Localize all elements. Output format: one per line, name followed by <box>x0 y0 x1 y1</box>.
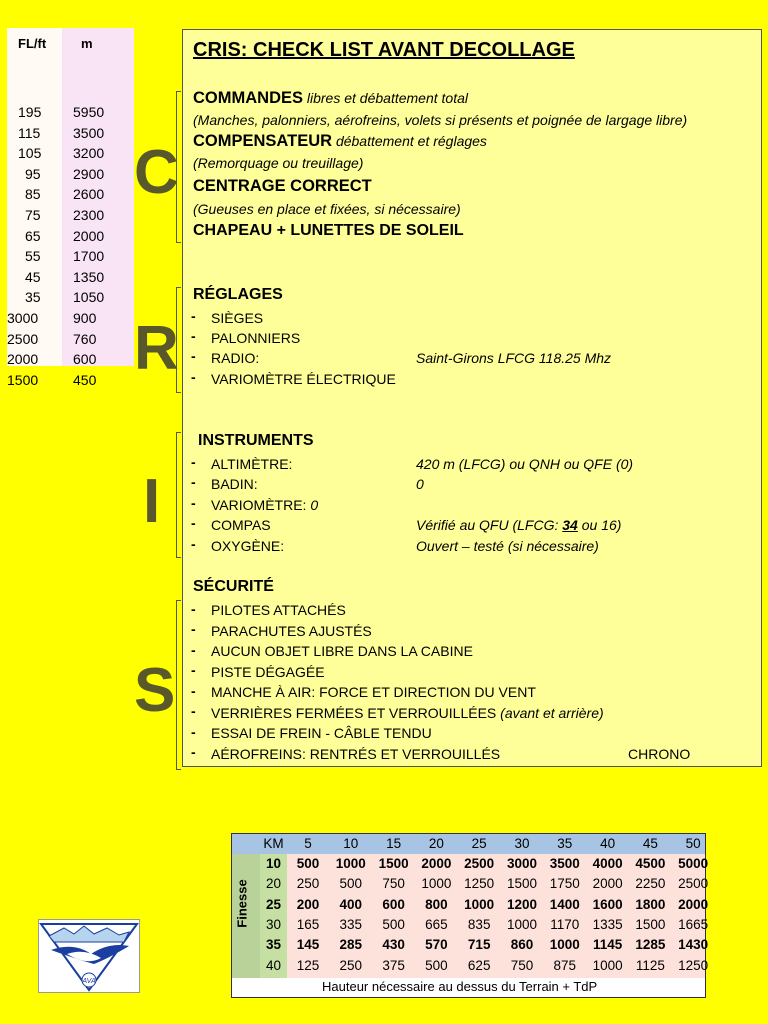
manche-item: MANCHE À AIR: FORCE ET DIRECTION DU VENT <box>211 684 536 700</box>
piste-item: PISTE DÉGAGÉE <box>211 664 325 680</box>
height-cell: 145 <box>296 937 320 953</box>
fl-value: 65 <box>25 227 41 244</box>
objet-item: AUCUN OBJET LIBRE DANS LA CABINE <box>211 643 473 659</box>
height-cell: 800 <box>425 896 448 912</box>
height-cell: 500 <box>339 876 363 892</box>
dash: - <box>191 621 196 637</box>
meters-value: 2000 <box>73 227 105 244</box>
conversion-row <box>7 289 134 309</box>
conversion-row <box>7 248 134 268</box>
km-label: KM <box>263 836 284 851</box>
km-column-header: 40 <box>600 836 616 851</box>
height-cell: 1000 <box>335 856 366 871</box>
height-cell: 1170 <box>550 916 580 932</box>
reglage-item: VARIOMÈTRE ÉLECTRIQUE <box>211 371 396 387</box>
height-cell: 1500 <box>506 876 538 892</box>
oxygene-label: OXYGÈNE: <box>211 538 285 554</box>
meters-value: 1050 <box>73 289 105 306</box>
height-cell: 860 <box>510 937 534 953</box>
fl-value: 55 <box>25 248 41 265</box>
dash: - <box>191 308 196 324</box>
centrage-detail: (Gueuses en place et fixées, si nécessaire) <box>193 201 461 217</box>
finesse-value: 40 <box>265 957 282 973</box>
height-cell: 835 <box>467 916 491 932</box>
fl-value: 95 <box>25 165 41 182</box>
height-cell: 600 <box>382 896 405 912</box>
height-cell: 625 <box>467 957 491 973</box>
height-cell: 570 <box>425 937 448 953</box>
chrono-label: CHRONO <box>628 746 691 762</box>
height-cell: 2500 <box>464 856 495 871</box>
dash: - <box>191 369 196 385</box>
height-cell: 125 <box>296 957 320 973</box>
compas-value <box>416 517 621 533</box>
fl-value: 85 <box>25 186 41 203</box>
fl-value: 115 <box>18 124 41 141</box>
meters-value: 3200 <box>73 145 105 162</box>
height-cell: 1000 <box>592 957 623 973</box>
meters-value: 450 <box>73 371 97 388</box>
oxygene-value: Ouvert – testé (si nécessaire) <box>416 538 599 554</box>
compas-value-a: Vérifié au QFU (LFCG: <box>416 517 563 533</box>
logo-graphic <box>39 920 139 992</box>
height-cell: 500 <box>382 916 405 932</box>
reglage-item: RADIO: <box>211 350 260 366</box>
height-cell: 1200 <box>506 896 538 912</box>
height-cell: 2000 <box>592 876 623 892</box>
bracket-i <box>176 432 181 558</box>
compensateur-label: COMPENSATEUR <box>193 132 333 150</box>
club-logo <box>38 919 140 993</box>
altitude-conversion-table <box>7 28 134 388</box>
finesse-value: 10 <box>265 856 282 871</box>
dash: - <box>191 515 196 531</box>
km-column-header: 20 <box>428 836 444 851</box>
conversion-row <box>7 269 134 289</box>
finesse-footer: Hauteur nécessaire au dessus du Terrain + TdP <box>322 979 598 994</box>
meters-value: 3500 <box>73 124 105 141</box>
variometre-value: 0 <box>310 497 319 513</box>
dash: - <box>191 328 196 344</box>
height-cell: 430 <box>382 937 405 953</box>
letter-s: S <box>134 656 176 725</box>
fl-value: 45 <box>25 268 41 285</box>
meters-value: 760 <box>73 330 97 347</box>
height-cell: 1000 <box>506 916 538 932</box>
dash: - <box>191 454 196 470</box>
dash: - <box>191 474 196 490</box>
finesse-value: 35 <box>265 937 282 953</box>
height-cell: 3000 <box>506 856 538 871</box>
compensateur-detail: (Remorquage ou treuillage) <box>193 155 364 171</box>
height-cell: 335 <box>339 916 363 932</box>
altimetre-value: 420 m (LFCG) ou QNH ou QFE (0) <box>416 456 634 472</box>
fl-value: 3000 <box>7 310 39 326</box>
height-cell: 2500 <box>678 876 709 892</box>
conversion-row <box>7 145 134 165</box>
height-cell: 4500 <box>635 856 666 871</box>
height-cell: 875 <box>553 957 577 973</box>
height-cell: 1400 <box>549 896 580 912</box>
km-column-header: 30 <box>514 836 530 851</box>
km-column-header: 15 <box>386 836 402 851</box>
conversion-row <box>7 166 134 186</box>
height-cell: 400 <box>339 896 363 912</box>
height-cell: 1250 <box>678 957 709 973</box>
height-cell: 1000 <box>464 896 495 912</box>
fl-value: 195 <box>18 104 42 120</box>
height-cell: 3500 <box>549 856 580 871</box>
commandes-label: COMMANDES <box>193 89 303 107</box>
parachutes-item: PARACHUTES AJUSTÉS <box>211 623 372 639</box>
height-cell: 165 <box>296 916 320 932</box>
height-cell: 1600 <box>592 896 623 912</box>
compas-value-c: ou 16) <box>577 517 622 533</box>
compensateur-note: débattement et réglages <box>335 133 487 149</box>
checklist-title: CRIS: CHECK LIST AVANT DECOLLAGE <box>193 39 575 61</box>
verrieres-line <box>211 705 604 721</box>
aerofreins-item: AÉROFREINS: RENTRÉS ET VERROUILLÉS <box>211 746 501 762</box>
height-cell: 1500 <box>635 916 666 932</box>
conversion-row <box>7 310 134 330</box>
meters-value: 5950 <box>73 104 105 120</box>
height-cell: 250 <box>296 876 320 892</box>
letter-i: I <box>143 467 161 536</box>
dash: - <box>191 536 196 552</box>
reglage-item: PALONNIERS <box>211 330 301 346</box>
height-cell: 715 <box>467 937 491 953</box>
fl-value: 35 <box>25 289 41 306</box>
bracket-r <box>176 287 181 393</box>
conversion-row <box>7 104 134 124</box>
verrieres-note: (avant et arrière) <box>500 705 604 721</box>
instruments-title: INSTRUMENTS <box>198 432 314 449</box>
dash: - <box>191 744 196 760</box>
height-cell: 250 <box>339 957 363 973</box>
height-cell: 1430 <box>678 937 709 953</box>
height-cell: 4000 <box>592 856 623 871</box>
km-column-header: 10 <box>343 836 359 851</box>
fl-value: 1500 <box>7 371 39 388</box>
height-cell: 1145 <box>592 937 623 953</box>
km-column-header: 25 <box>471 836 487 851</box>
finesse-table <box>231 833 709 998</box>
km-column-header: 45 <box>642 836 658 851</box>
height-cell: 500 <box>425 957 448 973</box>
radio-value: Saint-Girons LFCG 118.25 Mhz <box>416 350 612 366</box>
meters-value: 2900 <box>73 165 105 182</box>
fl-value: 75 <box>25 207 41 223</box>
dash: - <box>191 724 196 740</box>
fl-value: 105 <box>18 145 42 162</box>
commandes-note: libres et débattement total <box>306 90 468 106</box>
commandes-line <box>193 89 468 108</box>
height-cell: 1800 <box>635 896 666 912</box>
height-cell: 375 <box>382 957 405 973</box>
reglages-title: RÉGLAGES <box>193 286 283 303</box>
height-cell: 1285 <box>635 937 666 953</box>
badin-value: 0 <box>416 476 424 492</box>
verrieres-item: VERRIÈRES FERMÉES ET VERROUILLÉES <box>211 705 497 721</box>
finesse-value: 30 <box>265 916 282 932</box>
height-cell: 1000 <box>549 937 580 953</box>
conversion-row <box>7 125 134 145</box>
conversion-row <box>7 372 134 392</box>
finesse-value: 25 <box>265 896 282 912</box>
reglage-item: SIÈGES <box>211 310 264 326</box>
dash: - <box>191 642 196 658</box>
altimetre-label: ALTIMÈTRE: <box>211 456 293 472</box>
finesse-label: Finesse <box>234 879 250 928</box>
height-cell: 5000 <box>678 856 709 871</box>
height-cell: 750 <box>382 876 405 892</box>
dash: - <box>191 703 196 719</box>
conversion-row <box>7 207 134 227</box>
chapeau-label: CHAPEAU + LUNETTES DE SOLEIL <box>193 222 464 239</box>
dash: - <box>191 348 196 364</box>
logo-text: AVA <box>82 978 96 985</box>
height-cell: 1750 <box>549 876 580 892</box>
meters-value: 600 <box>73 351 97 368</box>
dash: - <box>191 601 196 617</box>
pilotes-item: PILOTES ATTACHÉS <box>211 602 346 618</box>
conversion-row <box>7 228 134 248</box>
finesse-value: 20 <box>265 876 282 892</box>
fl-value: 2500 <box>7 330 39 347</box>
height-cell: 750 <box>510 957 534 973</box>
meters-value: 900 <box>73 310 97 326</box>
height-cell: 285 <box>339 937 363 953</box>
height-cell: 500 <box>296 856 320 871</box>
variometre-label: VARIOMÈTRE: <box>211 497 307 513</box>
height-cell: 1500 <box>378 856 409 871</box>
securite-title: SÉCURITÉ <box>193 578 274 595</box>
km-column-header: 50 <box>685 836 701 851</box>
frein-item: ESSAI DE FREIN - CÂBLE TENDU <box>211 725 432 741</box>
meters-value: 2300 <box>73 207 105 223</box>
conversion-row <box>7 331 134 351</box>
dash: - <box>191 662 196 678</box>
height-cell: 200 <box>296 896 320 912</box>
badin-label: BADIN: <box>211 476 258 492</box>
height-cell: 1000 <box>421 876 452 892</box>
meters-value: 2600 <box>73 186 105 203</box>
compas-label: COMPAS <box>211 517 271 533</box>
variometre-line <box>211 497 318 513</box>
meters-value: 1700 <box>73 248 105 265</box>
bracket-s <box>176 600 181 770</box>
height-cell: 2250 <box>635 876 666 892</box>
checklist-panel <box>182 29 762 767</box>
bracket-c <box>176 91 181 243</box>
letter-r: R <box>134 314 179 383</box>
km-column-header: 35 <box>557 836 573 851</box>
compas-value-runway: 34 <box>562 517 578 533</box>
m-header: m <box>81 36 93 51</box>
height-cell: 1250 <box>464 876 495 892</box>
conversion-row <box>7 351 134 371</box>
compensateur-line <box>193 132 487 151</box>
letter-c: C <box>134 138 179 207</box>
dash: - <box>191 495 196 511</box>
km-column-header: 5 <box>304 836 312 851</box>
height-cell: 1125 <box>635 957 665 973</box>
height-cell: 665 <box>425 916 448 932</box>
centrage-label: CENTRAGE CORRECT <box>193 177 372 195</box>
conversion-row <box>7 186 134 206</box>
fl-header: FL/ft <box>18 36 47 51</box>
height-cell: 1665 <box>678 916 709 932</box>
fl-value: 2000 <box>7 351 39 368</box>
height-cell: 2000 <box>421 856 452 871</box>
commandes-detail: (Manches, palonniers, aérofreins, volets si présents et poignée de largage libre) <box>193 112 688 128</box>
dash: - <box>191 683 196 699</box>
height-cell: 2000 <box>678 896 709 912</box>
meters-value: 1350 <box>73 268 105 285</box>
height-cell: 1335 <box>592 916 623 932</box>
